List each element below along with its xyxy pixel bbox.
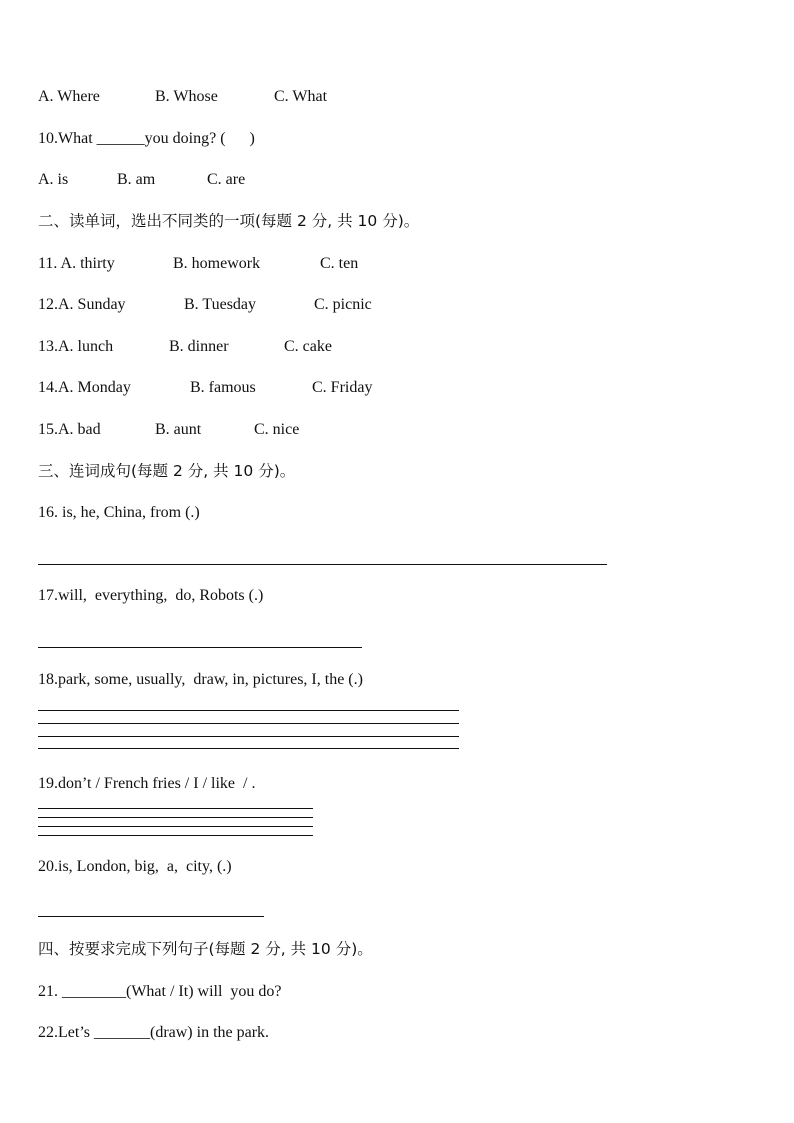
q10-option-a: A. is [38,171,69,188]
q11-option-c: C. ten [320,255,359,272]
q16-prompt: 16. is, he, China, from (.) [38,504,200,521]
q14-option-c: C. Friday [312,379,373,396]
q12-option-a: 12.A. Sunday [38,296,126,313]
q9-option-b: B. Whose [155,88,218,105]
section2-heading: 二、读单词，选出不同类的一项(每题 2 分, 共 10 分)。 [38,212,420,230]
q19-answer-line [38,826,313,827]
q9-option-a: A. Where [38,88,100,105]
section3-heading: 三、连词成句(每题 2 分, 共 10 分)。 [38,462,296,480]
q20-answer-line [38,916,264,917]
q19-prompt: 19.don’t / French fries / I / like / . [38,775,256,792]
q14-option-b: B. famous [190,379,256,396]
q15-option-c: C. nice [254,421,300,438]
q18-prompt: 18.park, some, usually, draw, in, pictures, I, the (.) [38,671,363,688]
q12-option-c: C. picnic [314,296,372,313]
q10-option-b: B. am [117,171,156,188]
q22-prompt: 22.Let’s _______(draw) in the park. [38,1024,270,1041]
q20-prompt: 20.is, London, big, a, city, (.) [38,858,232,875]
q19-answer-line [38,835,313,836]
q17-answer-line [38,647,362,648]
q11-option-a: 11. A. thirty [38,255,115,272]
section4-heading: 四、按要求完成下列句子(每题 2 分, 共 10 分)。 [38,940,373,958]
q19-answer-line [38,817,313,818]
q19-answer-line [38,808,313,809]
q11-option-b: B. homework [173,255,261,272]
q18-answer-line [38,736,459,737]
q13-option-b: B. dinner [169,338,229,355]
q14-option-a: 14.A. Monday [38,379,131,396]
q13-option-c: C. cake [284,338,332,355]
q16-answer-line [38,564,607,565]
q10-option-c: C. are [207,171,246,188]
q12-option-b: B. Tuesday [184,296,257,313]
q10-stem: 10.What ______you doing? ( ) [38,130,255,147]
q13-option-a: 13.A. lunch [38,338,114,355]
q15-option-a: 15.A. bad [38,421,101,438]
q18-answer-line [38,710,459,711]
q18-answer-line [38,723,459,724]
q17-prompt: 17.will, everything, do, Robots (.) [38,587,264,604]
q9-option-c: C. What [274,88,328,105]
q21-prompt: 21. ________(What / It) will you do? [38,983,282,1000]
q18-answer-line [38,748,459,749]
q15-option-b: B. aunt [155,421,202,438]
